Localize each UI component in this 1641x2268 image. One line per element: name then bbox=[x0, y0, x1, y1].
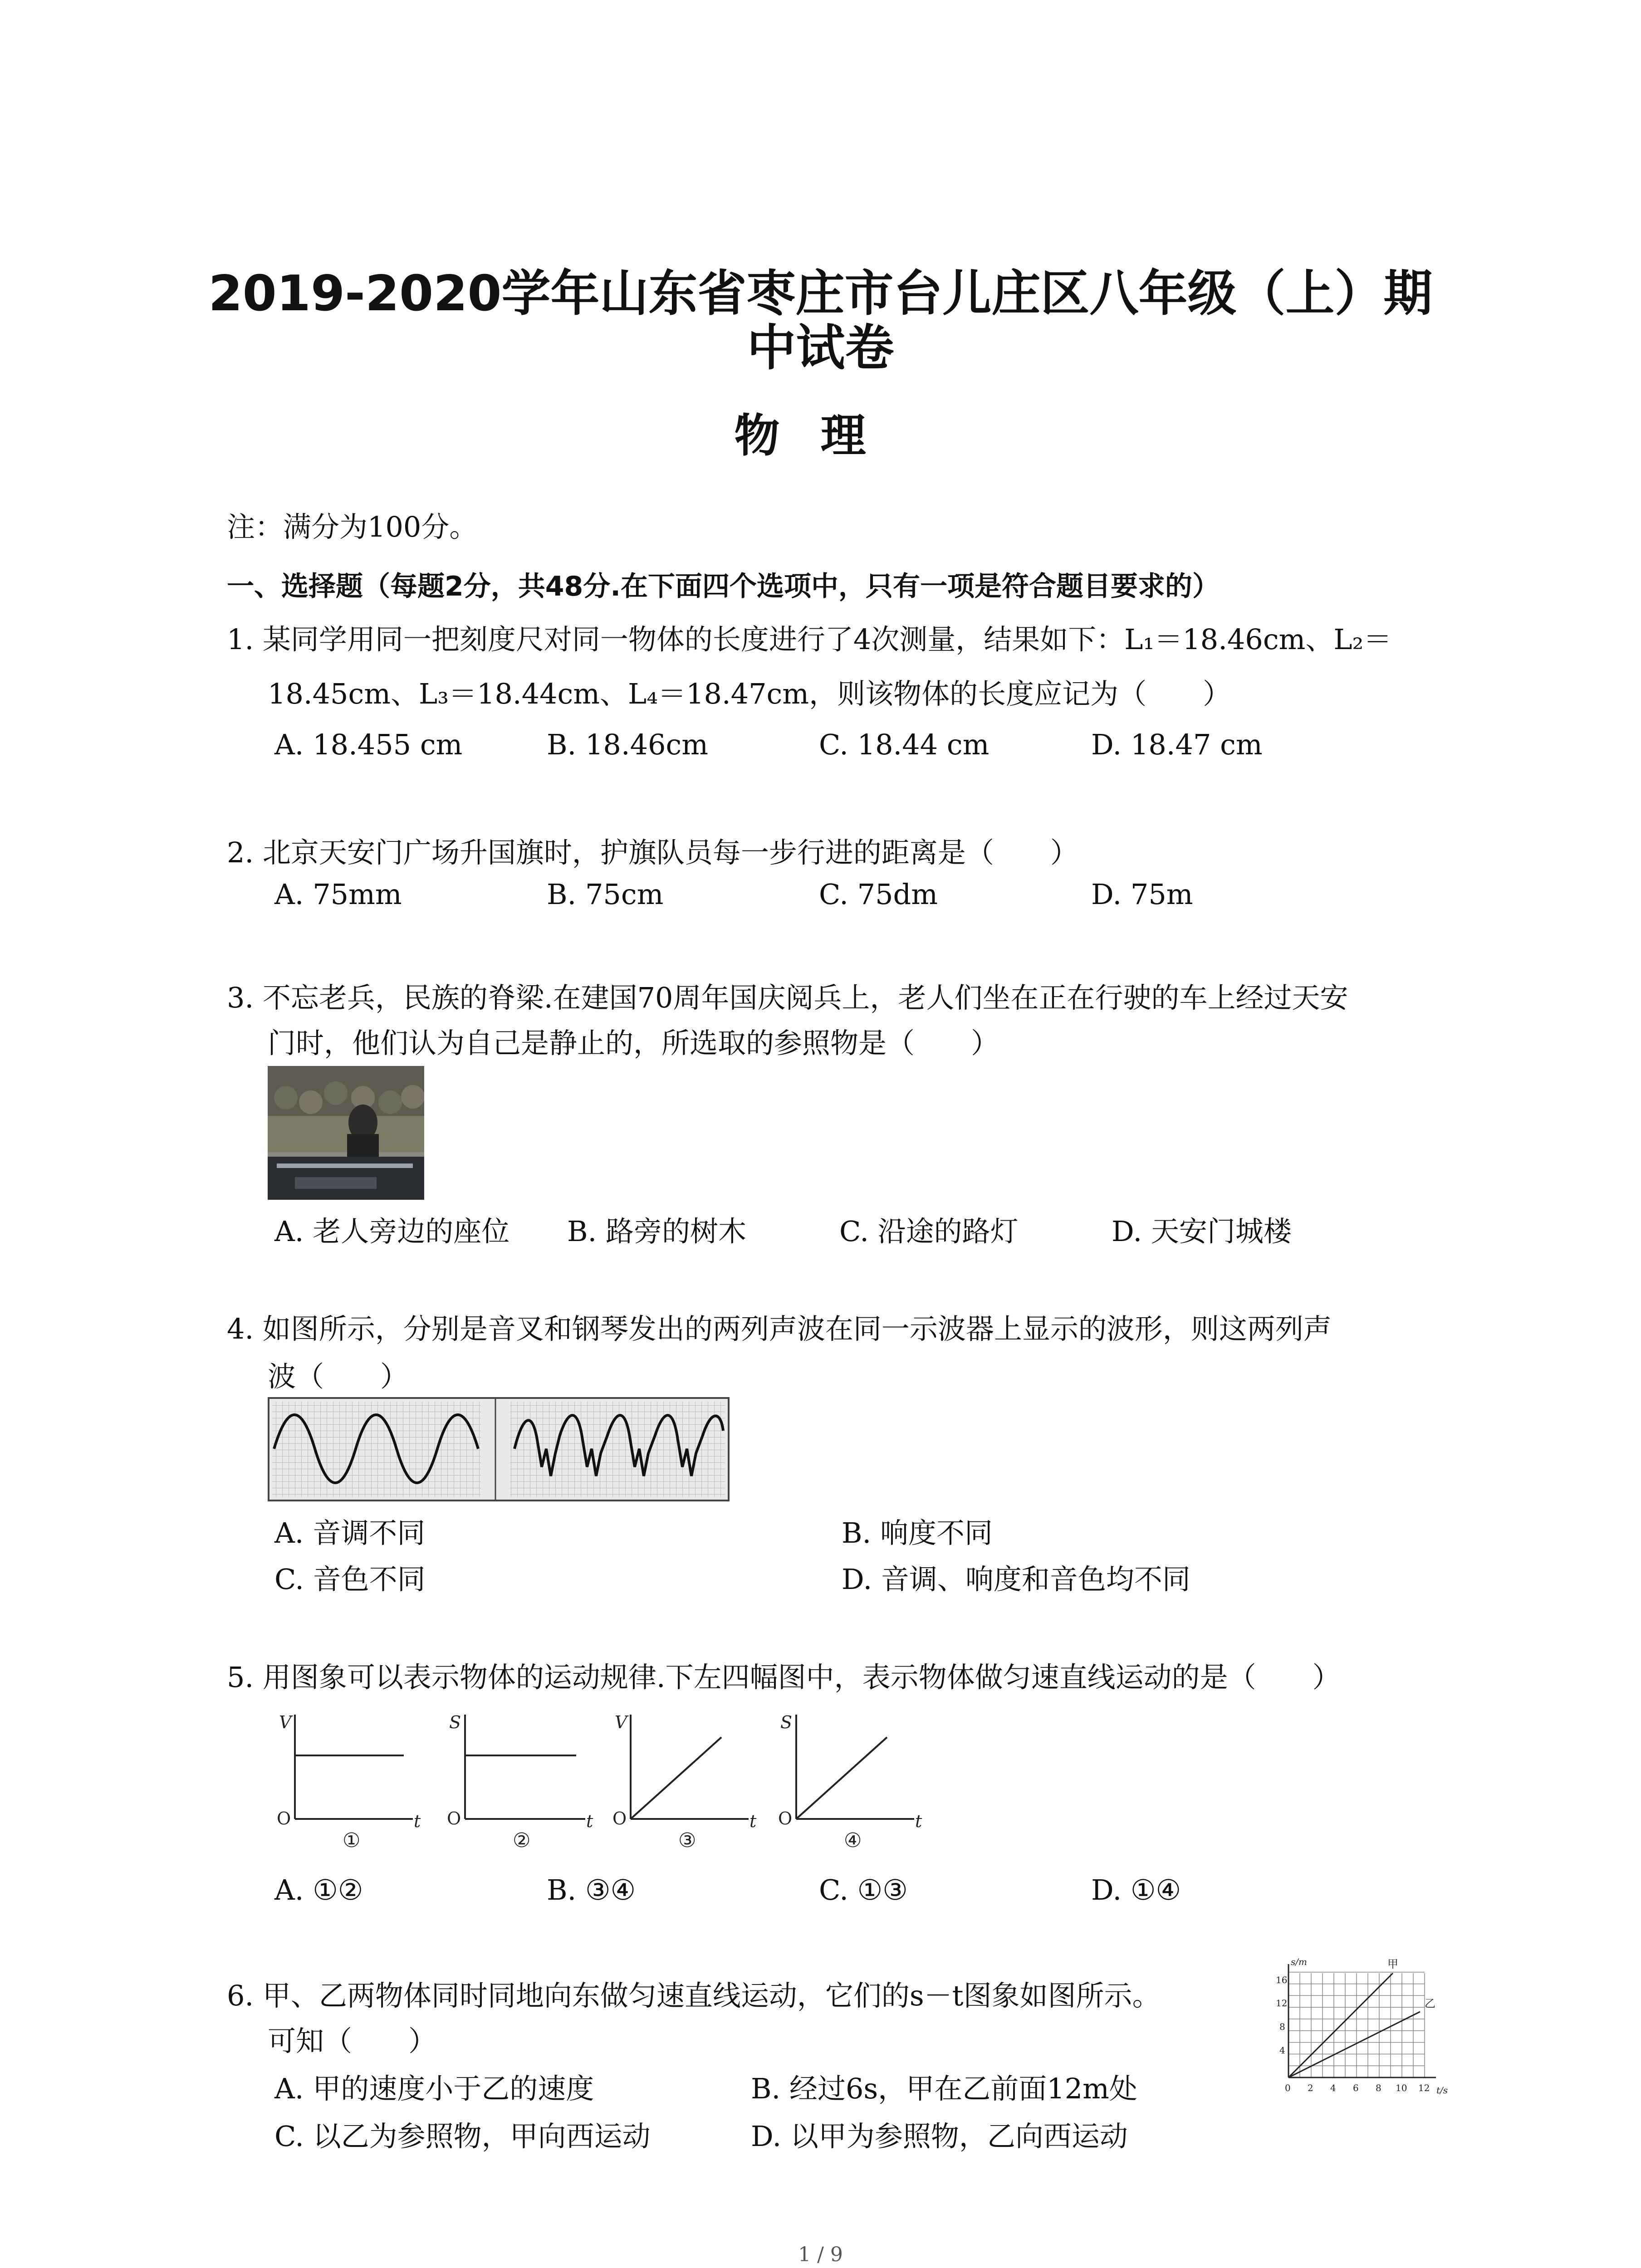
graph-4 bbox=[796, 1715, 914, 1819]
q1-option-b: B. 18.46cm bbox=[547, 728, 708, 761]
q3-option-c: C. 沿途的路灯 bbox=[839, 1215, 1019, 1248]
q3-option-a: A. 老人旁边的座位 bbox=[274, 1215, 510, 1248]
q3-stem-line1: 3. 不忘老兵，民族的脊梁.在建国70周年国庆阅兵上，老人们坐在正在行驶的车上经过天安 bbox=[227, 981, 1348, 1014]
q6-option-c: C. 以乙为参照物，甲向西运动 bbox=[274, 2120, 651, 2153]
subject-title: 物理 bbox=[734, 409, 907, 462]
graph-2-number: ② bbox=[513, 1829, 531, 1851]
y-tick-4: 4 bbox=[1279, 2045, 1285, 2056]
x-tick-10: 10 bbox=[1396, 2082, 1407, 2093]
x-tick-8: 8 bbox=[1376, 2082, 1381, 2093]
s-t-graph bbox=[1266, 1955, 1465, 2105]
graph-3-number: ③ bbox=[678, 1829, 696, 1851]
series-yi-line bbox=[1288, 2012, 1420, 2077]
q5-option-d: D. ①④ bbox=[1091, 1873, 1181, 1906]
q6-stem-line1: 6. 甲、乙两物体同时同地向东做匀速直线运动，它们的s－t图象如图所示。 bbox=[227, 1979, 1161, 2012]
q4-stem-line2: 波（ ） bbox=[268, 1360, 409, 1393]
q3-stem-line2: 门时，他们认为自己是静止的，所选取的参照物是（ ） bbox=[268, 1026, 999, 1060]
q4-stem-line1: 4. 如图所示，分别是音叉和钢琴发出的两列声波在同一示波器上显示的波形，则这两列声 bbox=[227, 1312, 1332, 1345]
page-title-line2: 中试卷 bbox=[747, 320, 894, 376]
q2-stem: 2. 北京天安门广场升国旗时，护旗队员每一步行进的距离是（ ） bbox=[227, 836, 1078, 869]
q1-option-a: A. 18.455 cm bbox=[274, 728, 463, 761]
graph-1-origin: O bbox=[277, 1809, 291, 1828]
s-t-y-label: s/m bbox=[1291, 1956, 1307, 1967]
section-heading: 一、选择题（每题2分，共48分.在下面四个选项中，只有一项是符合题目要求的） bbox=[227, 571, 1220, 602]
q2-option-a: A. 75mm bbox=[274, 878, 402, 911]
graph-1-x-label: t bbox=[414, 1811, 421, 1831]
q4-option-c: C. 音色不同 bbox=[274, 1563, 426, 1596]
y-tick-16: 16 bbox=[1276, 1975, 1288, 1985]
graph-4-y-label: S bbox=[780, 1712, 793, 1732]
score-note: 注：满分为100分。 bbox=[227, 510, 478, 543]
q4-option-b: B. 响度不同 bbox=[842, 1516, 993, 1549]
s-t-x-label: t/s bbox=[1436, 2085, 1448, 2096]
parade-photo bbox=[268, 1066, 424, 1200]
graph-4-origin: O bbox=[778, 1809, 793, 1828]
graph-1-number: ① bbox=[343, 1829, 361, 1851]
x-tick-0: 0 bbox=[1285, 2082, 1291, 2093]
graph-1-y-label: V bbox=[279, 1712, 292, 1732]
q3-option-d: D. 天安门城楼 bbox=[1112, 1215, 1292, 1248]
graph-2-origin: O bbox=[447, 1809, 461, 1828]
series-yi-label: 乙 bbox=[1425, 1997, 1435, 2010]
q3-option-b: B. 路旁的树木 bbox=[567, 1215, 746, 1248]
q5-option-c: C. ①③ bbox=[819, 1873, 908, 1906]
graph-2-x-label: t bbox=[586, 1811, 593, 1831]
graph-2-y-label: S bbox=[449, 1712, 461, 1732]
graph-3 bbox=[631, 1715, 749, 1819]
series-jia-label: 甲 bbox=[1387, 1958, 1398, 1970]
q2-option-b: B. 75cm bbox=[547, 878, 664, 911]
q1-stem-line1: 1. 某同学用同一把刻度尺对同一物体的长度进行了4次测量，结果如下：L₁＝18.46cm、L₂＝ bbox=[227, 623, 1392, 656]
q2-option-d: D. 75m bbox=[1091, 878, 1193, 911]
graph-3-x-label: t bbox=[749, 1811, 757, 1831]
q5-option-a: A. ①② bbox=[274, 1873, 363, 1906]
x-tick-2: 2 bbox=[1308, 2082, 1313, 2093]
page-number: 1 / 9 bbox=[798, 2243, 843, 2266]
q6-option-a: A. 甲的速度小于乙的速度 bbox=[274, 2072, 594, 2105]
q6-option-d: D. 以甲为参照物，乙向西运动 bbox=[751, 2120, 1128, 2153]
page-title-line1: 2019-2020学年山东省枣庄市台儿庄区八年级（上）期 bbox=[208, 265, 1433, 322]
y-tick-12: 12 bbox=[1276, 1998, 1288, 2009]
q6-option-b: B. 经过6s，甲在乙前面12m处 bbox=[751, 2072, 1137, 2105]
q2-option-c: C. 75dm bbox=[819, 878, 938, 911]
graph-4-number: ④ bbox=[844, 1829, 862, 1851]
graph-2 bbox=[465, 1715, 585, 1819]
q1-option-d: D. 18.47 cm bbox=[1091, 728, 1263, 761]
q4-option-a: A. 音调不同 bbox=[274, 1516, 426, 1549]
series-jia-line bbox=[1288, 1973, 1393, 2077]
q1-option-c: C. 18.44 cm bbox=[819, 728, 989, 761]
y-tick-8: 8 bbox=[1279, 2021, 1285, 2032]
motion-graphs bbox=[268, 1706, 948, 1851]
graph-3-y-label: V bbox=[615, 1712, 627, 1732]
q5-option-b: B. ③④ bbox=[547, 1873, 636, 1906]
graph-4-x-label: t bbox=[915, 1811, 922, 1831]
q1-stem-line2: 18.45cm、L₃＝18.44cm、L₄＝18.47cm，则该物体的长度应记为（ ） bbox=[268, 677, 1231, 710]
q4-option-d: D. 音调、响度和音色均不同 bbox=[842, 1563, 1190, 1596]
q5-stem: 5. 用图象可以表示物体的运动规律.下左四幅图中，表示物体做匀速直线运动的是（ ） bbox=[227, 1661, 1341, 1694]
graph-3-origin: O bbox=[612, 1809, 627, 1828]
graph-1 bbox=[295, 1715, 413, 1819]
x-tick-6: 6 bbox=[1353, 2082, 1359, 2093]
x-tick-12: 12 bbox=[1418, 2082, 1430, 2093]
oscilloscope-waveforms bbox=[268, 1397, 730, 1501]
x-tick-4: 4 bbox=[1330, 2082, 1336, 2093]
q6-stem-line2: 可知（ ） bbox=[268, 2024, 437, 2058]
